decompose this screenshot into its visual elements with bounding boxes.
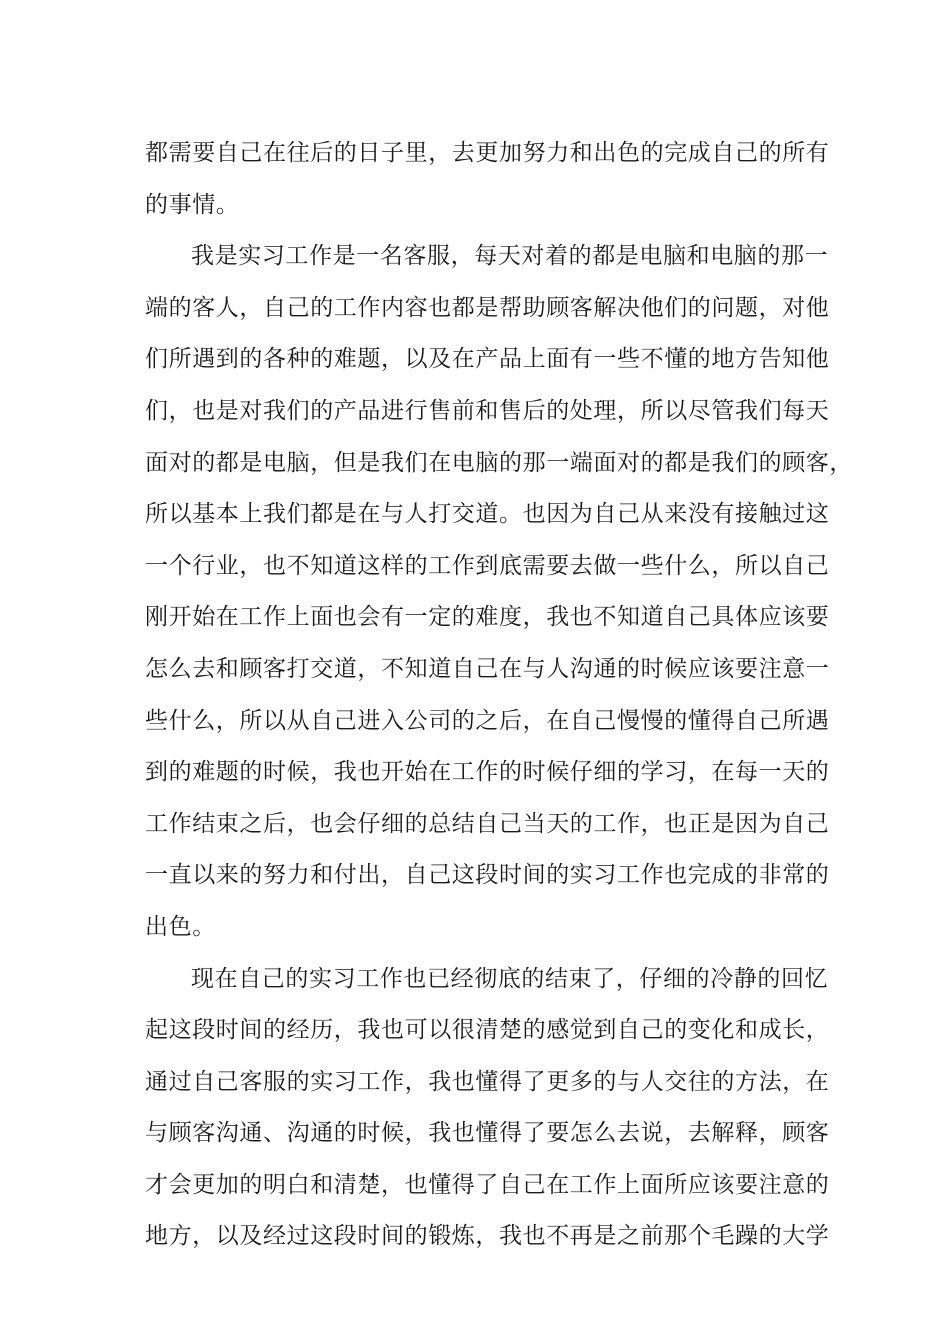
text-line: 出色。 xyxy=(145,913,216,940)
text-line: 地方，以及经过这段时间的锻炼，我也不再是之前那个毛躁的大学 xyxy=(145,1223,830,1250)
text-line: 现在自己的实习工作也已经彻底的结束了，仔细的冷静的回忆 xyxy=(191,965,829,992)
text-line: 工作结束之后，也会仔细的总结自己当天的工作，也正是因为自己 xyxy=(145,810,830,837)
text-line: 一直以来的努力和付出，自己这段时间的实习工作也完成的非常的 xyxy=(145,862,830,889)
text-line: 我是实习工作是一名客服，每天对着的都是电脑和电脑的那一 xyxy=(191,243,829,270)
text-line: 所以基本上我们都是在与人打交道。也因为自己从来没有接触过这 xyxy=(145,501,830,528)
text-line: 的事情。 xyxy=(145,191,240,218)
text-line: 些什么，所以从自己进入公司的之后，在自己慢慢的懂得自己所遇 xyxy=(145,707,830,734)
text-line: 刚开始在工作上面也会有一定的难度，我也不知道自己具体应该要 xyxy=(145,604,830,631)
text-line: 端的客人，自己的工作内容也都是帮助顾客解决他们的问题，对他 xyxy=(145,294,830,321)
text-line: 面对的都是电脑，但是我们在电脑的那一端面对的都是我们的顾客， xyxy=(145,449,853,476)
text-line: 怎么去和顾客打交道，不知道自己在与人沟通的时候应该要注意一 xyxy=(145,655,830,682)
text-line: 们所遇到的各种的难题，以及在产品上面有一些不懂的地方告知他 xyxy=(145,346,830,373)
text-line: 到的难题的时候，我也开始在工作的时候仔细的学习，在每一天的 xyxy=(145,759,830,786)
body-text xyxy=(145,128,853,1263)
text-line: 一个行业，也不知道这样的工作到底需要去做一些什么，所以自己 xyxy=(145,552,830,579)
text-line: 起这段时间的经历，我也可以很清楚的感觉到自己的变化和成长， xyxy=(145,1017,830,1044)
text-line: 们，也是对我们的产品进行售前和售后的处理，所以尽管我们每天 xyxy=(145,397,830,424)
text-line: 才会更加的明白和清楚，也懂得了自己在工作上面所应该要注意的 xyxy=(145,1171,830,1198)
text-line: 都需要自己在往后的日子里，去更加努力和出色的完成自己的所有 xyxy=(145,140,830,166)
text-line: 与顾客沟通、沟通的时候，我也懂得了要怎么去说，去解释，顾客 xyxy=(145,1120,830,1147)
text-line: 通过自己客服的实习工作，我也懂得了更多的与人交往的方法，在 xyxy=(145,1068,830,1095)
